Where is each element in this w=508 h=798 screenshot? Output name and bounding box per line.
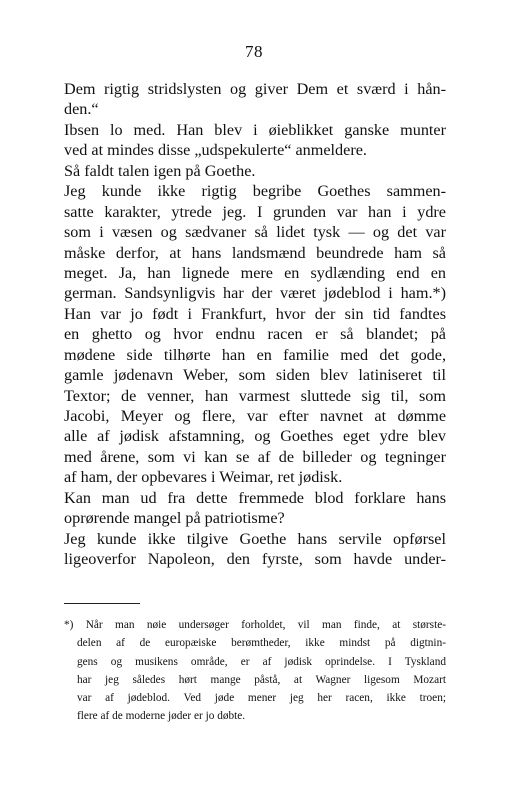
body-line: måske derfor, at hans landsmænd beundrede ham så (64, 243, 446, 262)
body-line: german. Sandsynligvis har der været jødeblod i ham.*) (64, 284, 446, 303)
body-text (64, 79, 446, 570)
footnote-line: flere af de moderne jøder er jo døbte. (77, 710, 246, 723)
body-line: Textor; de venner, han varmest sluttede sig til, som (64, 386, 446, 405)
body-line: af ham, der opbevares i Weimar, ret jødisk. (64, 468, 343, 487)
footnote-line: delen af de europæiske berømtheder, ikke mindst på digtnin- (77, 637, 446, 650)
body-line: gamle jødenavn Weber, som siden blev latiniseret til (64, 366, 446, 385)
body-line: ved at mindes disse „udspekulerte“ anmeldere. (64, 141, 367, 160)
body-line: Dem rigtig stridslysten og giver Dem et sværd i hån- (64, 80, 446, 98)
footnote-separator (64, 603, 140, 604)
body-line: Jeg kunde ikke tilgive Goethe hans servile opførsel (64, 529, 446, 548)
body-line: Så faldt talen igen på Goethe. (64, 161, 256, 180)
body-line: Ibsen lo med. Han blev i øieblikket ganske munter (64, 120, 446, 139)
footnote-line: var af jødeblod. Ved jøde mener jeg her racen, ikke troen; (77, 692, 446, 705)
body-line: en ghetto og hvor endnu racen er så blandet; på (64, 325, 446, 344)
body-line: Jeg kunde ikke rigtig begribe Goethes sammen- (64, 182, 446, 201)
footnote (64, 616, 446, 726)
body-line: med årene, som vi kan se af de billeder og tegninger (64, 447, 446, 466)
body-line: Kan man ud fra dette fremmede blod forklare hans (64, 488, 446, 507)
body-line: ligeoverfor Napoleon, den fyrste, som havde under- (64, 550, 446, 569)
body-line: alle af jødisk afstamning, og Goethes eget ydre blev (64, 427, 446, 446)
footnote-line: *) Når man nøie undersøger forholdet, vil man finde, at største- (64, 619, 446, 631)
body-line: satte karakter, ytrede jeg. I grunden var han i ydre (64, 202, 446, 221)
body-line: som i væsen og sædvaner så lidet tysk — og det var (64, 223, 446, 242)
footnote-line: gens og musikens område, er af jødisk oprindelse. I Tyskland (77, 655, 446, 668)
body-line: oprørende mangel på patriotisme? (64, 509, 285, 528)
footnote-line: har jeg således hørt mange påstå, at Wagner ligesom Mozart (77, 673, 446, 686)
body-line: Han var jo født i Frankfurt, hvor der sin tid fandtes (64, 304, 446, 323)
page-number: 78 (245, 42, 263, 61)
body-line: den.“ (64, 100, 99, 119)
body-line: meget. Ja, han lignede mere en sydlænding end en (64, 263, 446, 282)
body-line: Jacobi, Meyer og flere, var efter navnet at dømme (64, 407, 446, 425)
body-line: mødene side tilhørte han en familie med det gode, (64, 345, 446, 364)
